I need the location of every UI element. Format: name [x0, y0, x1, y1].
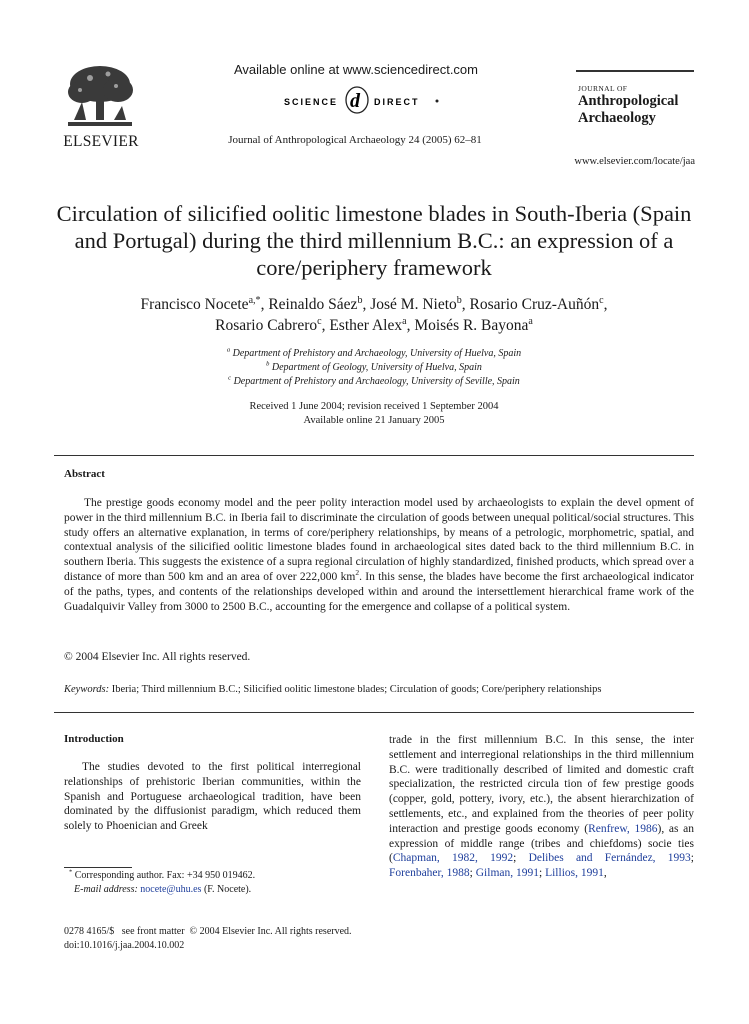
- author-affiliation-mark: c: [317, 315, 322, 327]
- journal-name-line2: Archaeology: [578, 110, 656, 126]
- affiliation-mark: c: [228, 374, 232, 382]
- footnote: [64, 869, 364, 897]
- author-name: Moisés R. Bayona: [414, 317, 529, 334]
- right-text-2: ), as an expression of middle range (tribes and chiefdoms) socie ties (: [389, 822, 695, 865]
- publisher-name: ELSEVIER: [63, 133, 139, 150]
- ref-chapman-link[interactable]: Chapman, 1982, 1992: [392, 852, 514, 865]
- article-dates: [54, 400, 694, 428]
- author: [470, 296, 604, 313]
- ref-sep: ;: [469, 867, 476, 880]
- journal-citation: Journal of Anthropological Archaeology 24 (2005) 62–81: [228, 134, 482, 146]
- author: [329, 317, 406, 334]
- abstract-text-2: . In this sense, the blades have become the first archaeological indicator of the paths, types, and contents of the relationships developed within and around the intersettlement hierarchical frame work of the Guadalquivir Valley from 3000 to 2500 B.C., accounting for the emergence and collapse of a political system.: [64, 570, 694, 613]
- journal-url[interactable]: www.elsevier.com/locate/jaa: [574, 156, 695, 167]
- corresponding-author-note: * Corresponding author. Fax: +34 950 019462.: [69, 868, 256, 881]
- svg-text:d: d: [350, 90, 360, 112]
- author-name: Francisco Nocete: [140, 296, 249, 313]
- affiliation-text: Department of Prehistory and Archaeology, University of Seville, Spain: [233, 376, 520, 387]
- ref-sep: ;: [539, 867, 546, 880]
- sd-left-text: SCIENCE: [284, 97, 339, 107]
- intro-paragraph: The studies devoted to the first political interregional relationships of prehistoric Iberian communities, within the Spanish and Portuguese archaeological tradition, have been dominated by the diffusionist paradigm, which reduced them solely to Phoenician and Greek: [64, 761, 361, 833]
- keywords-label: Keywords:: [64, 684, 110, 695]
- author-affiliation-mark: a: [528, 315, 533, 327]
- abstract-heading: Abstract: [64, 468, 105, 480]
- author-name: Esther Alex: [329, 317, 403, 334]
- author: [414, 317, 533, 334]
- left-column: [64, 760, 361, 834]
- email-label: E-mail address:: [74, 884, 138, 895]
- author-affiliation-mark: c: [599, 294, 604, 306]
- copyright-line: © 2004 Elsevier Inc. All rights reserved.: [64, 651, 251, 663]
- affiliation-text: Department of Geology, University of Huelva, Spain: [271, 362, 482, 373]
- ref-gilman-link[interactable]: Gilman, 1991: [475, 867, 539, 880]
- author-affiliation-mark: a,*: [248, 294, 261, 306]
- journal-name: [578, 93, 708, 127]
- author-name: Rosario Cruz-Auñón: [469, 296, 600, 313]
- ref-sep: ;: [513, 852, 529, 865]
- ref-lillios-link[interactable]: Lillios, 1991: [545, 867, 604, 880]
- abstract-body: [64, 496, 694, 614]
- sciencedirect-logo: [262, 85, 452, 115]
- available-date: Available online 21 January 2005: [303, 415, 445, 426]
- author: [141, 296, 261, 313]
- affiliation: [54, 375, 694, 389]
- email-note: [64, 883, 364, 897]
- email-link[interactable]: nocete@uhu.es: [140, 884, 202, 895]
- author-affiliation-mark: b: [357, 294, 363, 306]
- journal-name-line1: Anthropological: [578, 93, 679, 109]
- email-suffix: (F. Nocete).: [203, 884, 252, 895]
- author: [268, 296, 362, 313]
- available-online-text: Available online at www.sciencedirect.com: [234, 62, 478, 77]
- author-affiliation-mark: b: [456, 294, 462, 306]
- ref-sep: ;: [690, 852, 694, 865]
- right-text-1: trade in the first millennium B.C. In this sense, the inter settlement and interregional relationships in the third millennium B.C. were traditionally described of limited and domestic craft specialization, the restricted circula tion of few prestige goods (copper, gold, pottery, ivory, etc.), the absent hierarchization of settlements, etc., and explained from the theories of peer polity interaction and prestige goods economy (: [389, 734, 694, 835]
- abstract-bottom-rule: [54, 712, 694, 713]
- author-affiliation-mark: a: [402, 315, 407, 327]
- abstract-top-rule: [54, 455, 694, 456]
- elsevier-tree-logo: [60, 62, 140, 132]
- corresponding-text: Corresponding author. Fax: +34 950 019462.: [74, 870, 256, 881]
- footnote-rule: [64, 867, 132, 868]
- author-list: Francisco Nocete$^{a,*}$, Reinaldo Sáez$^b$, José M. Nieto$^b$, Rosario Cruz-Auñón$^c$, Rosario Cabrero$^c$, Esther Alex$^a$, Moisés R. Bayona$^a$: [140, 294, 608, 334]
- ref-forenbaher-link[interactable]: Forenbaher, 1988: [389, 867, 470, 880]
- doi-line: doi:10.1016/j.jaa.2004.10.002: [64, 940, 185, 951]
- abstract-text-1: The prestige goods economy model and the peer polity interaction model used by archaeologists to explain the devel opment of power in the third millennium B.C. in Iberia fail to discriminate the circulation of goods between unequal political/social structures. This study offers an alternative explanation, in terms of core/periphery relationships, by means of a petrologic, morphometric, spatial, and contextual analysis of the silicified oolitic limestone blades found in archaeological sites dated back to the third millennium B.C. in southern Iberia. This suggests the existence of a supra regional circulation of highly standardized, finished products, which spread over a distance of more than 500 km and an area of over 222,000 km: [64, 497, 694, 583]
- journal-box-rule: [576, 70, 694, 72]
- journal-of-label: JOURNAL OF: [578, 84, 628, 93]
- abstract-sup: 2: [355, 568, 360, 578]
- affiliation-text: Department of Prehistory and Archaeology, University of Huelva, Spain: [232, 348, 522, 359]
- affiliation-mark: b: [266, 360, 270, 368]
- keywords-text: Iberia; Third millennium B.C.; Silicified oolitic limestone blades; Circulation of goods; Core/periphery relationships: [111, 684, 602, 695]
- ref-delibes-link[interactable]: Delibes and Fernández, 1993: [528, 852, 691, 865]
- front-matter: [64, 925, 564, 953]
- introduction-heading: Introduction: [64, 733, 124, 745]
- article-title: Circulation of silicified oolitic limestone blades in South-Iberia (Spain and Portugal) during the third millennium B.C.: an expression of a core/periphery framework: [56, 201, 692, 280]
- keywords: [64, 684, 694, 695]
- sd-right-text: DIRECT: [374, 97, 420, 107]
- received-date: Received 1 June 2004; revision received 1 September 2004: [249, 401, 499, 412]
- issn-line: 0278 4165/$ see front matter © 2004 Elsevier Inc. All rights reserved.: [64, 926, 352, 937]
- author: [370, 296, 462, 313]
- affiliation-list: [54, 347, 694, 389]
- affiliation: [54, 361, 694, 375]
- trailing-comma: ,: [603, 867, 607, 880]
- author-name: Reinaldo Sáez: [268, 296, 358, 313]
- ref-renfrew-link[interactable]: Renfrew, 1986: [588, 822, 658, 835]
- affiliation: [54, 347, 694, 361]
- affiliation-mark: a: [226, 346, 231, 354]
- author-name: Rosario Cabrero: [215, 317, 318, 334]
- author: [215, 317, 321, 334]
- author-name: José M. Nieto: [370, 296, 457, 313]
- right-column: [389, 733, 694, 881]
